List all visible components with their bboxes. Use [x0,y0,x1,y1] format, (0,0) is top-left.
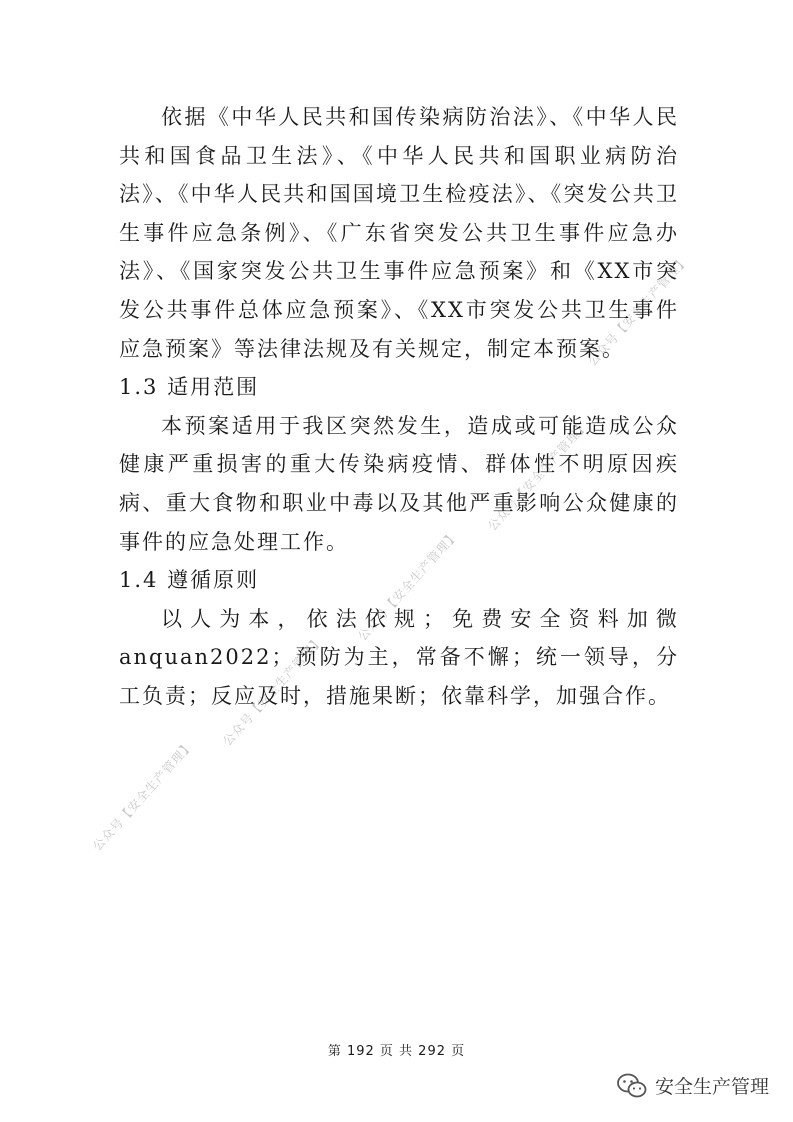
watermark: 公众号【安全生产管理】 [90,737,197,854]
brand-watermark [617,1072,769,1099]
scope-paragraph: 本预案适用于我区突然发生，造成或可能造成公众健康严重损害的重大传染病疫情、群体性不明原因疾病、重大食物和职业中毒以及其他严重影响公众健康的事件的应急处理工作。 [119,413,679,554]
watermark: 公众号【安全生产管理】 [355,527,462,644]
watermark: 公众号【安全生产管理】 [220,632,327,749]
basis-paragraph: 依据《中华人民共和国传染病防治法》、《中华人民共和国食品卫生法》、《中华人民共和国职业病防治法》、《中华人民共和国国境卫生检疫法》、《突发公共卫生事件应急条例》、《广东省突发公共卫生事件应急办法》、《国家突发公共卫生事件应急预案》和《XX市突发公共事件总体应急预案》、《XX市突发公共卫生事件应急预案》等法律法规及有关规定，制定本预案。 [119,105,679,361]
brand-label: 安全生产管理 [654,1076,769,1098]
principles-paragraph: 以人为本，依法依规；免费安全资料加微anquan2022；预防为主，常备不懈；统一领导，分工负责；反应及时，措施果断；依靠科学，加强合作。 [119,606,679,708]
principles-heading: 1.4 遵循原则 [119,568,260,593]
watermark: 公众号【安全生产管理】 [585,252,692,369]
page-number-footer: 第 192 页 共 292 页 [327,1044,466,1059]
wechat-icon [617,1073,647,1099]
watermark: 公众号【安全生产管理】 [485,417,592,534]
scope-heading: 1.3 适用范围 [119,375,260,400]
document-body [119,98,679,716]
